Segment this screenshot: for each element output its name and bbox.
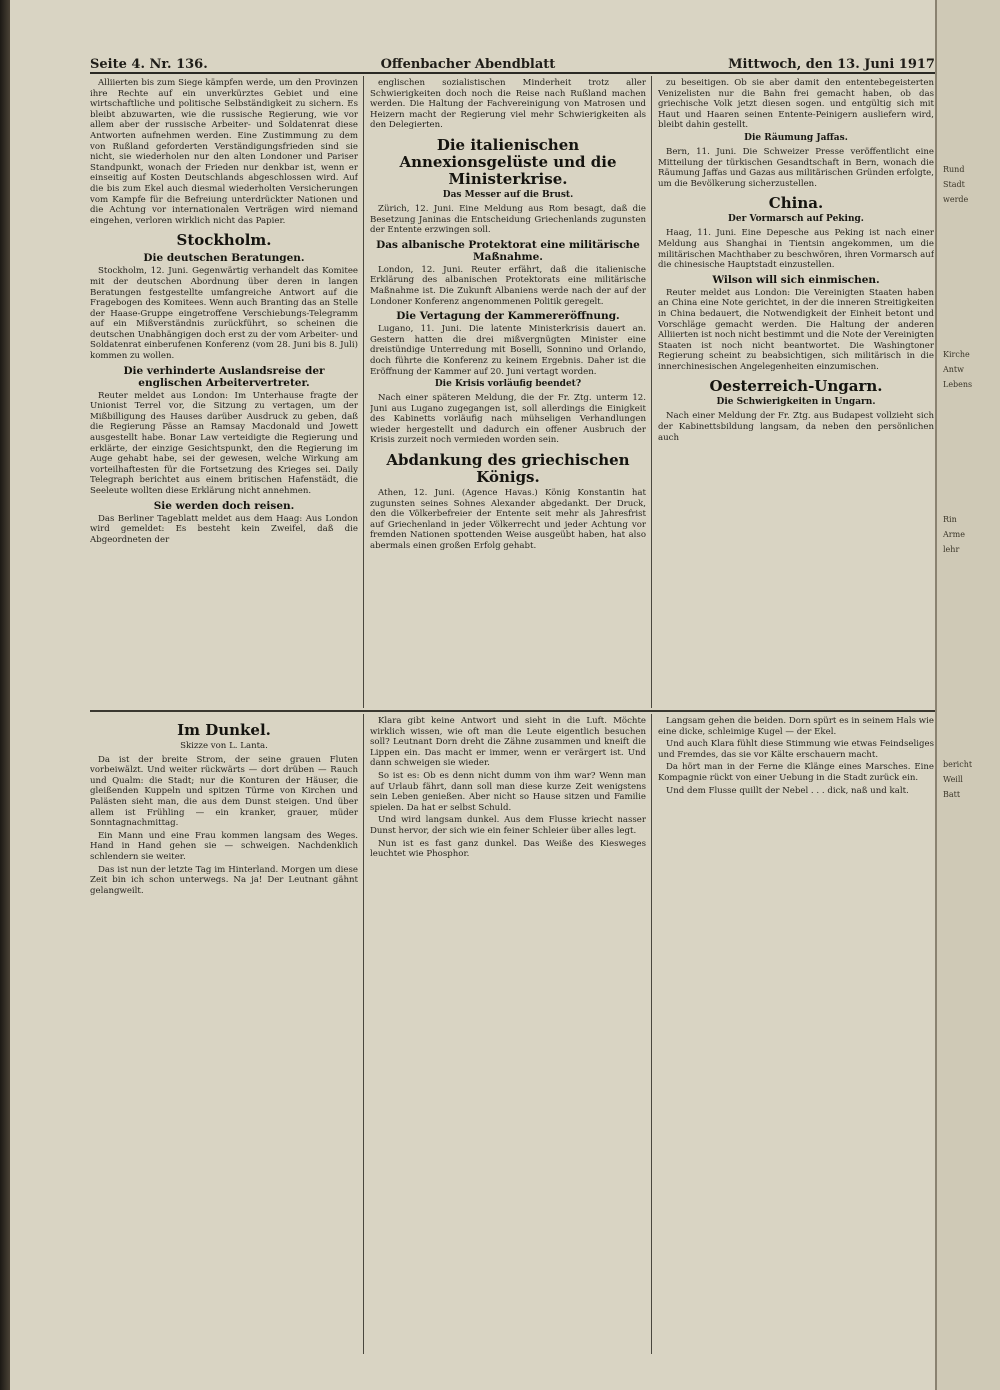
sub-heading: Das Messer auf die Brust. [442, 189, 574, 200]
section-heading: Oesterreich-Ungarn. [709, 377, 883, 396]
book-spine [0, 0, 10, 1390]
column-rule [363, 76, 364, 708]
adjacent-page-fragment: Weill [943, 775, 963, 784]
article-text: London, 12. Juni. Reuter erfährt, daß die italienische Erklärung des albanischen Protektorats eine militärische Maßnahme ist. Die Zukunft Albaniens werde nach der auf der Londoner Konferenz angenommenen Politik geregelt. [370, 264, 646, 307]
story-text: Und dem Flusse quillt der Nebel . . . dick, naß und kalt. [666, 785, 909, 796]
column-1 [90, 78, 358, 708]
column-rule [651, 76, 652, 708]
adjacent-page-fragment: Lebens [943, 380, 973, 389]
sub-heading: Die Krisis vorläufig beendet? [434, 379, 582, 390]
article-text: Zürich, 12. Juni. Eine Meldung aus Rom besagt, daß die Besetzung Janinas die Entscheidung Griechenlands zugunsten der Entente erzwingen soll. [370, 203, 646, 236]
article-text: Athen, 12. Juni. (Agence Havas.) König Konstantin hat zugunsten seines Sohnes Alexander abgedankt. Der Druck, den die Völkerbefreier der Entente seit mehr als Jahresfrist auf Griechenland in jeder Völkerrecht und jeder Achtung vor fremden Nationen spottenden Weise ausgeübt haben, hat also abermals einen großen Erfolg gehabt. [370, 488, 646, 552]
masthead-page-number: Seite 4. Nr. 136. [90, 57, 208, 72]
article-heading: Die deutschen Beratungen. [143, 252, 305, 265]
section-heading: Stockholm. [176, 231, 272, 250]
story-text: Das ist nun der letzte Tag im Hinterland. Morgen um diese Zeit bin ich schon unterwegs. Na ja! Der Leutnant gähnt gelangweilt. [90, 864, 358, 896]
adjacent-page-fragment: Arme [943, 530, 965, 539]
section-heading: China. [768, 194, 824, 213]
story-text: Ein Mann und eine Frau kommen langsam des Weges. Hand in Hand gehen sie — schweigen. Nachdenklich schlendern sie weiter. [90, 830, 358, 862]
article-heading: Die verhinderte Auslandsreise der englischen Arbeitervertreter. [123, 364, 325, 389]
adjacent-page-fragment: Antw [943, 365, 964, 374]
story-text: Langsam gehen die beiden. Dorn spürt es in seinem Hals wie eine dicke, schleimige Kugel — der Ekel. [658, 716, 934, 737]
feuilleton-author: Skizze von L. Lanta. [180, 741, 268, 751]
feuilleton-column-1 [90, 716, 358, 1356]
article-text: Alliierten bis zum Siege kämpfen werde, um den Provinzen ihre Rechte auf ein unverkürztes Gebiet und eine wirtschaftliche und politische Selbständigkeit zu sichern. Es bleibt abzuwarten, wie die russische Regierung, wie vor allem aber der russische Arbeiter- und Soldatenrat diese Antworten aufnehmen werden. Eine Zustimmung zu dem von Rußland geforderten Verständigungsfrieden sind sie nicht, sie wiederholen nur den alten Londoner und Pariser Standpunkt, wonach der Frieden nur denkbar ist, wenn er einseitig auf Kosten Deutschlands abgeschlossen wird. Auf die bis zum Ekel auch diesmal wiederholten Versicherungen vom Kampfe für die Befreiung unterdrückter Nationen und die Achtung vor internationalen Verträgen wird niemand eingehen, verloren wirklich nicht das Papier. [90, 78, 358, 226]
article-heading: Das albanische Protektorat eine militärische Maßnahme. [376, 238, 640, 263]
adjacent-page-fragment: bericht [943, 760, 973, 769]
adjacent-page-strip [935, 0, 1000, 1390]
column-2 [370, 78, 646, 708]
newspaper-page [10, 0, 935, 1390]
article-text: Reuter meldet aus London: Die Vereinigten Staaten haben an China eine Note gerichtet, in der die inneren Streitigkeiten in China bedauert, die Notwendigkeit der Einheit betont und Vorschläge gemacht werden. Die Haltung der anderen Alliierten ist noch nicht bestimmt und die Note der Vereinigten Staaten ist noch nicht beantwortet. Die Washingtoner Regierung scheint zu beabsichtigen, sich militärisch in die innerchinesischen Angelegenheiten einzumischen. [658, 287, 934, 372]
column-rule [363, 714, 364, 1354]
sub-heading: Der Vormarsch auf Peking. [728, 214, 864, 225]
article-text: Nach einer späteren Meldung, die der Fr. Ztg. unterm 12. Juni aus Lugano zugegangen ist, soll allerdings die Einigkeit des Kabinetts vorläufig nach mühseligen Verhandlungen wieder hergestellt und dadurch ein offener Ausbruch der Krisis zurzeit noch vermieden worden sein. [370, 393, 646, 446]
article-heading: Wilson will sich einmischen. [712, 273, 880, 286]
story-text: Nun ist es fast ganz dunkel. Das Weiße des Kiesweges leuchtet wie Phosphor. [370, 838, 646, 860]
adjacent-page-fragment: Batt [943, 790, 961, 799]
section-heading: Abdankung des griechischen Königs. [386, 451, 630, 487]
article-text: Stockholm, 12. Juni. Gegenwärtig verhandelt das Komitee mit der deutschen Abordnung über deren in langen Beratungen festgestellte umfangreiche Antwort auf die Fragebogen des Komitees. Wenn auch Branting das an Stelle der Haase-Gruppe eingetroffene Verschiebungs-Telegramm auf ein Mißverständnis zurückführt, so scheinen die deutschen Unabhängigen doch erst zu der vom Arbeiter- und Soldatenrat einberufenen Konferenz (vom 28. Juni bis 8. Juli) kommen zu wollen. [90, 266, 358, 362]
sub-heading: Die Räumung Jaffas. [744, 132, 848, 143]
masthead-date: Mittwoch, den 13. Juni 1917 [728, 57, 935, 72]
article-text: Haag, 11. Juni. Eine Depesche aus Peking ist nach einer Meldung aus Shanghai in Tientsin angekommen, um die militärischen Machthaber zu beschwören, ihren Vormarsch auf die chinesische Hauptstadt einzustellen. [658, 228, 934, 271]
story-text: Klara gibt keine Antwort und sieht in die Luft. Möchte wirklich wissen, wie oft man die Leute eigentlich besuchen soll? Leutnant Dorn dreht die Zähne zusammen und kneift die Lippen ein. Das macht er immer, wenn er verärgert ist. Und dann schweigen sie wieder. [370, 716, 646, 769]
feuilleton-column-2 [370, 716, 646, 1356]
story-text: Da hört man in der Ferne die Klänge eines Marsches. Eine Kompagnie rückt von einer Uebung in die Stadt zurück ein. [658, 762, 934, 783]
story-text: Da ist der breite Strom, der seine grauen Fluten vorbeiwälzt. Und weiter rückwärts — dort drüben — Rauch und Qualm: die Stadt; nur die Konturen der Häuser, die gleißenden Kuppeln und spitzen Türme von Kirchen und Palästen sieht man, die aus dem Dunst steigen. Und über allem ist Frühling — ein kranker, grauer, müder Sonntagnachmittag. [90, 754, 358, 829]
feuilleton-rule [90, 710, 935, 712]
article-text: Das Berliner Tageblatt meldet aus dem Haag: Aus London wird gemeldet: Es besteht kein Zweifel, daß die Abgeordneten der [90, 513, 358, 545]
story-text: Und wird langsam dunkel. Aus dem Flusse kriecht nasser Dunst hervor, der sich wie ein feiner Schleier über alles legt. [370, 815, 646, 836]
masthead-title: Offenbacher Abendblatt [380, 57, 556, 72]
article-text: Bern, 11. Juni. Die Schweizer Presse veröffentlicht eine Mitteilung der türkischen Gesandtschaft in Bern, wonach die Räumung Jaffas und Gazas aus militärischen Gründen erfolgte, um die Bevölkerung sicherzustellen. [658, 146, 934, 189]
article-text: Nach einer Meldung der Fr. Ztg. aus Budapest vollzieht sich der Kabinettsbildung langsam, da neben den persönlichen auch [658, 411, 934, 443]
feuilleton-title: Im Dunkel. [177, 721, 271, 739]
article-text: Lugano, 11. Juni. Die latente Ministerkrisis dauert an. Gestern hatten die drei mißvergnügten Minister eine dreistündige Unterredung mit Boselli, Sonnino und Orlando, doch führte die Konferenz zu keinem Ergebnis. Daher ist die Eröffnung der Kammer auf 20. Juni vertagt worden. [370, 324, 646, 377]
story-text: So ist es: Ob es denn nicht dumm von ihm war? Wenn man auf Urlaub fährt, dann soll man diese kurze Zeit wenigstens sein Leben genießen. Aber nicht so Hause sitzen und Familie spielen. Da hat er selbst Schuld. [370, 770, 646, 813]
story-text: Und auch Klara fühlt diese Stimmung wie etwas Feindseliges und Fremdes, das sie vor Kälte erschauern macht. [658, 739, 934, 760]
adjacent-page-fragment: Stadt [943, 180, 965, 189]
feuilleton-column-3 [658, 716, 934, 1356]
article-heading: Sie werden doch reisen. [153, 499, 295, 512]
sub-heading: Die Schwierigkeiten in Ungarn. [716, 397, 876, 408]
article-heading: Die Vertagung der Kammereröffnung. [396, 310, 620, 323]
section-heading: Die italienischen Annexionsgelüste und die Ministerkrise. [399, 135, 617, 188]
article-text: Reuter meldet aus London: Im Unterhause fragte der Unionist Terrel vor, die Sitzung zu vertagen, um der Mißbilligung des Hauses darüber Ausdruck zu geben, daß die Regierung Pässe an Ramsay Macdonald und Jowett ausgestellt habe. Bonar Law verteidigte die Regierung und erklärte, der einzige Gesichtspunkt, den die Regierung im Auge gehabt habe, sei der gewesen, welche Wirkung am vorteilhaftesten für die Fortsetzung des Krieges sei. Daily Telegraph berichtet aus einem britischen Hafenstädt, die Seeleute wollten diese Erklärung nicht annehmen. [90, 390, 358, 496]
adjacent-page-fragment: Rin [943, 515, 957, 524]
adjacent-page-fragment: Kirche [943, 350, 970, 359]
article-text: englischen sozialistischen Minderheit trotz aller Schwierigkeiten doch noch die Reise nach Rußland machen werden. Die Haltung der Fachvereinigung von Matrosen und Heizern macht der Regierung viel mehr Schwierigkeiten als den Delegierten. [370, 78, 646, 131]
masthead [90, 50, 935, 74]
adjacent-page-fragment: lehr [943, 545, 960, 554]
adjacent-page-fragment: werde [943, 195, 969, 204]
column-3 [658, 78, 934, 708]
adjacent-page-fragment: Rund [943, 165, 965, 174]
article-text: zu beseitigen. Ob sie aber damit den ententebegeisterten Venizelisten nur die Bahn frei gemacht haben, ob das griechische Volk jetzt diesen sogen. und entgültig sich mit Haut und Haaren seinen Entente-Peinigern ausliefern wird, bleibt dahin gestellt. [658, 78, 934, 131]
column-rule [651, 714, 652, 1354]
